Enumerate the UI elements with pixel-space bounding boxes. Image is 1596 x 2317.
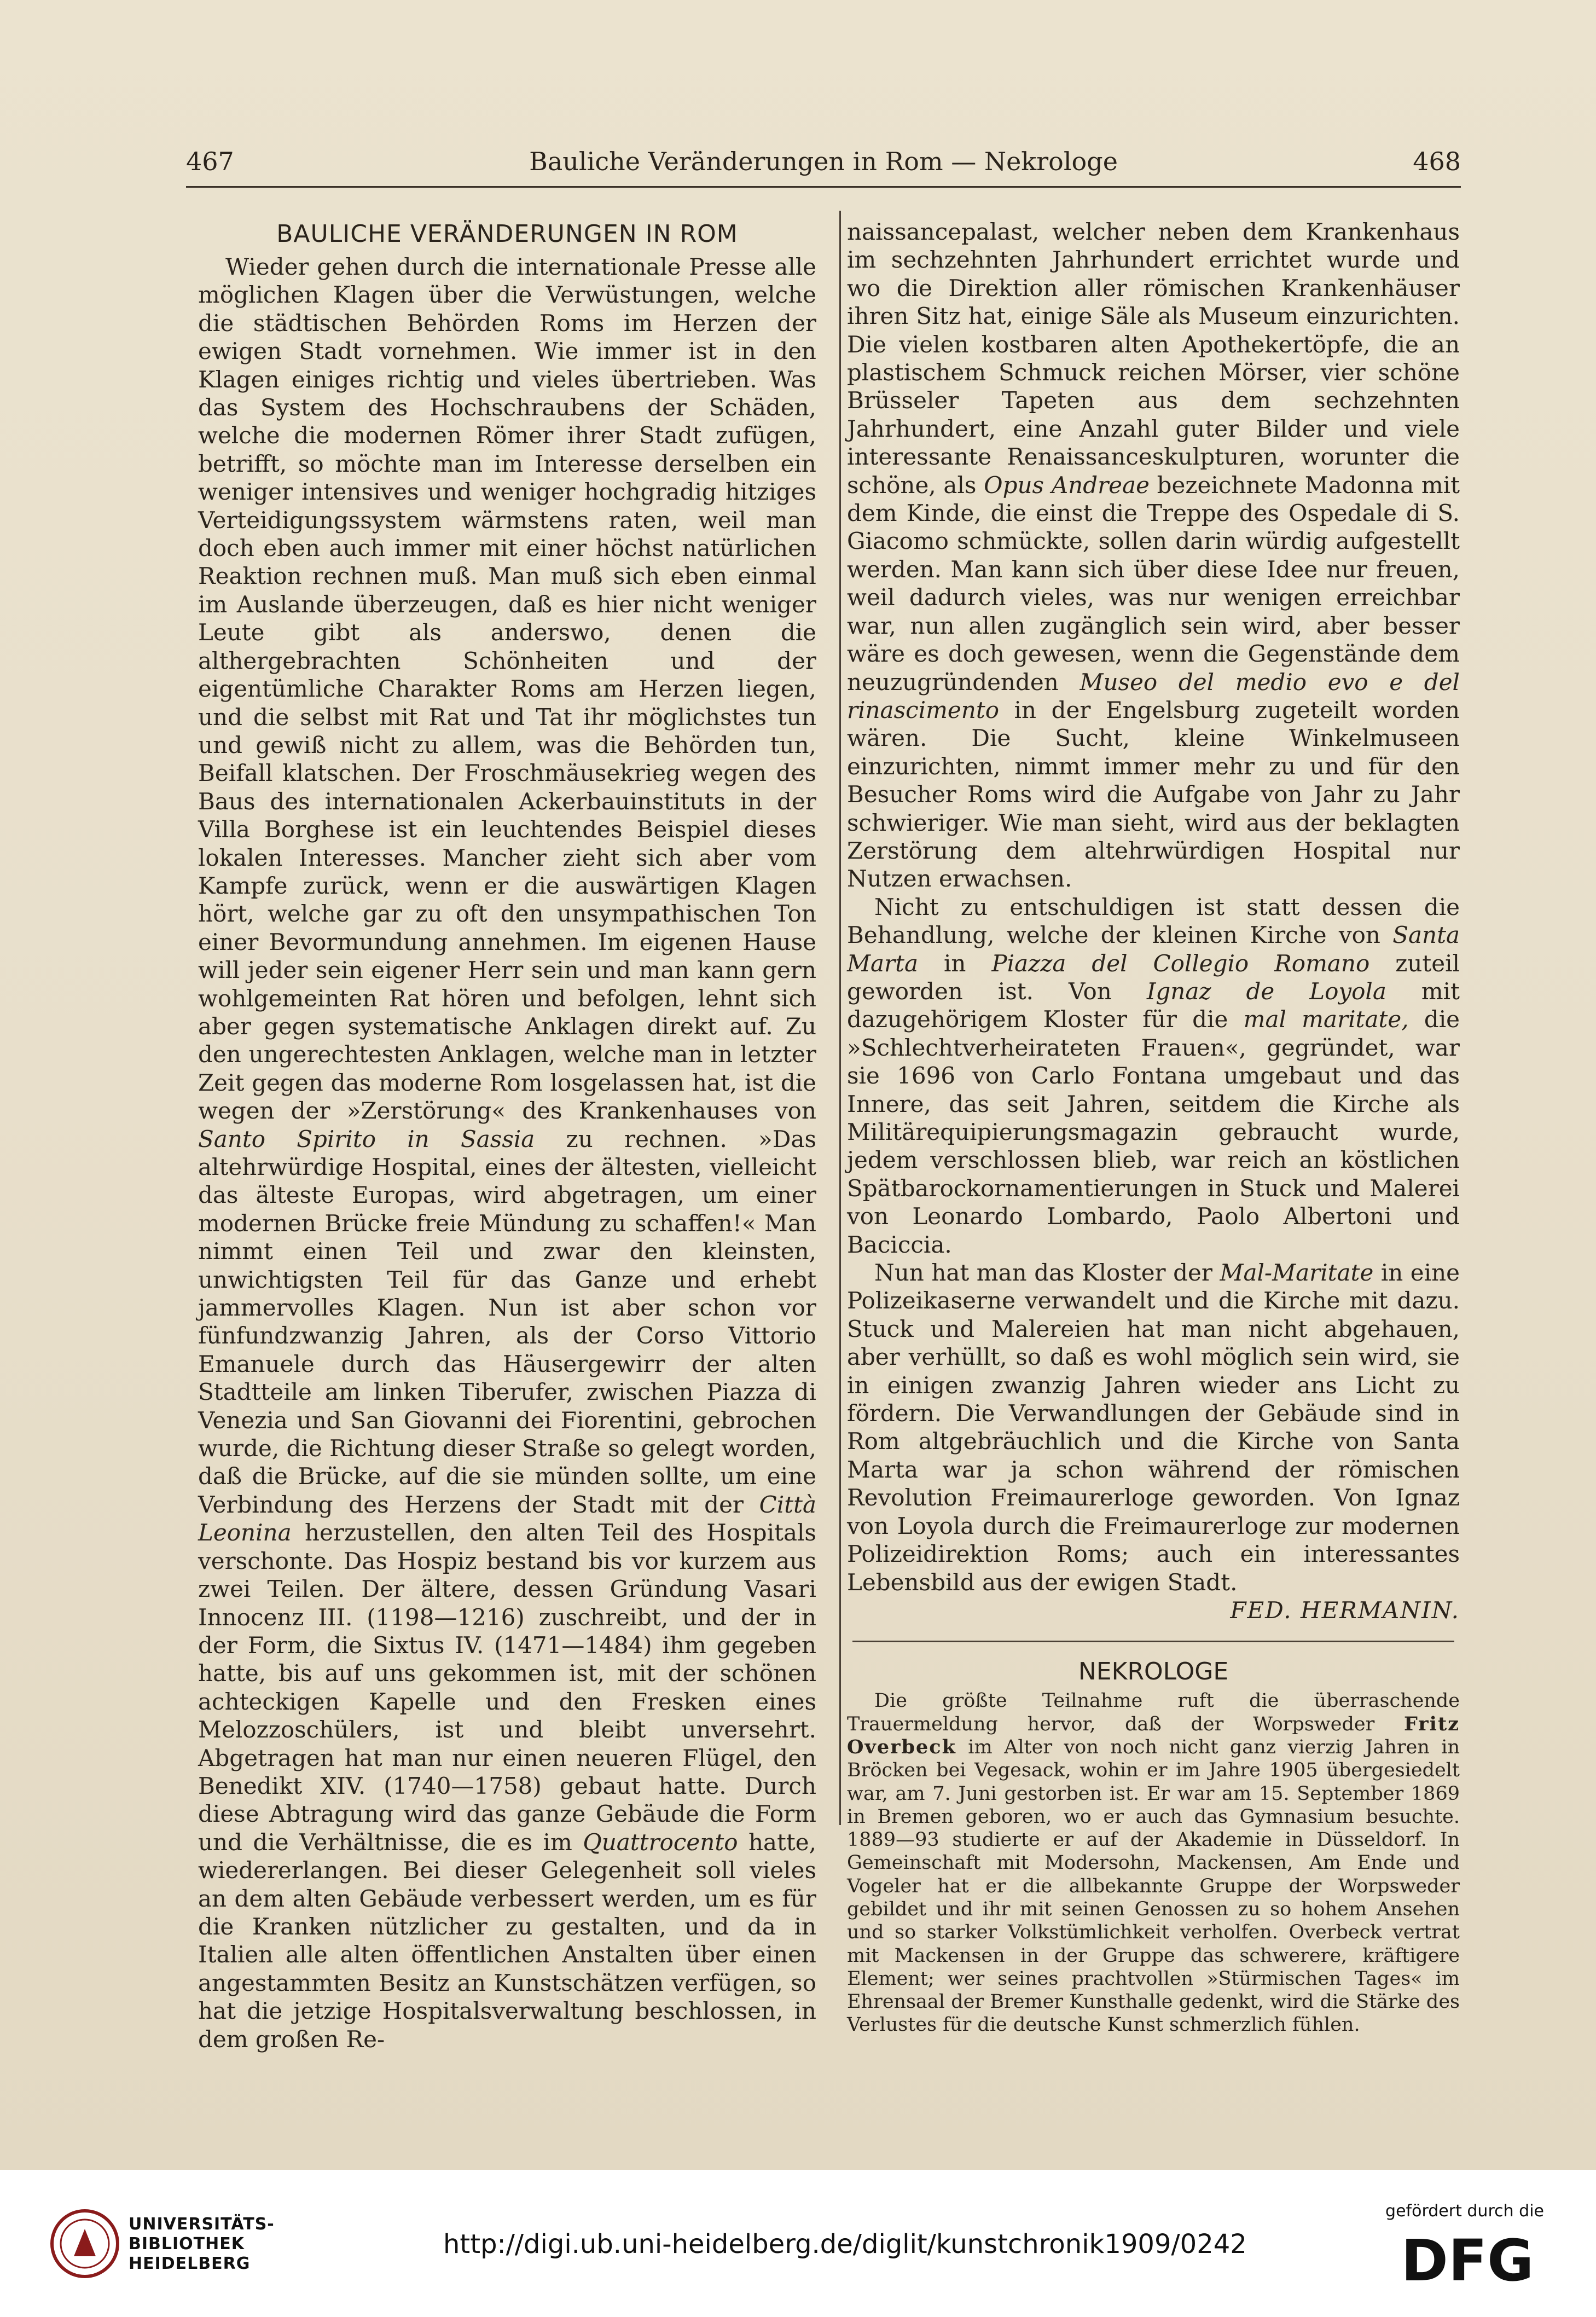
article-paragraph: Wieder gehen durch die internationale Presse alle möglichen Klagen über die Verwüstungen, welche die städtischen Behörden Roms im Herzen der ewigen Stadt vornehmen. Wie immer ist in den Klagen einiges richtig und vieles übertrieben. Was das System des Hochschraubens der Schäden, welche die modernen Römer ihrer Stadt zufügen, betrifft, so möchte man im Interesse derselben ein weniger intensives und weniger hochgradig hitziges Verteidigungssystem wärmstens raten, weil man doch eben auch immer mit einer höchst natürlichen Reaktion rechnen muß. Man muß sich eben einmal im Auslande überzeugen, daß es hier nicht weniger Leute gibt als anderswo, denen die althergebrachten Schönheiten und der eigentümliche Charakter Roms am Herzen liegen, und die selbst mit Rat und Tat ihr möglichstes tun und gewiß nicht zu allem, was die Behörden tun, Beifall klatschen. Der Froschmäusekrieg wegen des Baus des internationalen Ackerbauinstituts in der Villa Borghese ist ein leuchtendes Beispiel dieses lokalen Interesses. Mancher zieht sich aber vom Kampfe zurück, wenn er die auswärtigen Klagen hört, welche gar zu oft den unsympathischen Ton einer Bevormundung annehmen. Im eigenen Hause will jeder sein eigener Herr sein und man kann gern wohlgemeinten Rat hören und befolgen, lehnt sich aber gegen systematische Anklagen direkt auf. Zu den ungerechtesten Anklagen, welche man in letzter Zeit gegen das moderne Rom losgelassen hat, ist die wegen der »Zerstörung« des Krankenhauses von Santo Spirito in Sassia zu rechnen. »Das altehrwürdige Hospital, eines der ältesten, vielleicht das älteste Europas, wird abgetragen, um einer modernen Brücke freie Mündung zu schaffen!« Man nimmt einen Teil und zwar den kleinsten, unwichtigsten Teil für das Ganze und erhebt jammervolles Klagen. Nun ist aber schon vor fünfundzwanzig Jahren, als der Corso Vittorio Emanuele durch das Häusergewirr der alten Stadtteile am linken Tiberufer, zwischen Piazza di Venezia und San Giovanni dei Fiorentini, gebrochen wurde, die Richtung dieser Straße so gelegt worden, daß die Brücke, auf die sie münden sollte, um eine Verbindung des Herzens der Stadt mit der Città Leonina herzustellen, den alten Teil des Hospitals verschonte. Das Hospiz bestand bis vor kurzem aus zwei Teilen. Der ältere, dessen Gründung Vasari Innocenz III. (1198—1216) zuschreibt, und der in der Form, die Sixtus IV. (1471—1484) ihm gegeben hatte, bis auf uns gekommen ist, mit der schönen achteckigen Kapelle und den Fresken eines Melozzoschülers, ist und bleibt unversehrt. Abgetragen hat man nur einen neueren Flügel, den Benedikt XIV. (1740—1758) gebaut hatte. Durch diese Abtragung wird das ganze Gebäude die Form und die Verhältnisse, die es im Quattrocento hatte, wiedererlangen. Bei dieser Gelegenheit soll vieles an dem alten Gebäude verbessert werden, um es für die Kranken nützlicher zu gestalten, und da in Italien alle alten öffentlichen Anstalten über einen angestammten Besitz an Kunstschätzen verfügen, so hat die jetzige Hospitalsverwaltung beschlossen, in dem großen Re- <box>198 253 816 2053</box>
digitization-footer <box>0 2170 1596 2317</box>
dfg-logo-text: DFG <box>1401 2230 1534 2290</box>
running-title: Bauliche Veränderungen in Rom — Nekrologe <box>529 147 1118 176</box>
page-number-left: 467 <box>186 147 234 176</box>
left-column <box>198 219 816 2053</box>
article-paragraph-santa-marta: Nicht zu entschuldigen ist statt dessen die Behandlung, welche der kleinen Kirche von Santa Marta in Piazza del Collegio Romano zuteil geworden ist. Von Ignaz de Loyola mit dazugehörigem Kloster für die mal maritate, die »Schlechtverheirateten Frauen«, gegründet, war sie 1696 von Carlo Fontana umgebaut und das Innere, das seit Jahren, seitdem die Kirche als Militärequipierungsmagazin gebraucht wurde, jedem verschlossen blieb, war reich an köstlichen Spätbarockornamentierungen in Stuck und Malerei von Leonardo Lombardo, Paolo Albertoni und Baciccia. <box>847 893 1460 1258</box>
university-seal-icon <box>49 2208 120 2279</box>
column-divider <box>839 211 841 1825</box>
running-header <box>186 142 1461 186</box>
article-paragraph-continued: naissancepalast, welcher neben dem Krankenhaus im sechzehnten Jahrhundert errichtet wurde und wo die Direktion aller römischen Krankenhäuser ihren Sitz hat, einige Säle als Museum einzurichten. Die vielen kostbaren alten Apothekertöpfe, die an plastischem Schmuck reichen Mörser, vier schöne Brüsseler Tapeten aus dem sechzehnten Jahrhundert, eine Anzahl guter Bilder und viele interessante Renaissanceskulpturen, worunter die schöne, als Opus Andreae bezeichnete Madonna mit dem Kinde, die einst die Treppe des Ospedale di S. Giacomo schmückte, sollen darin würdig aufgestellt werden. Man kann sich über diese Idee nur freuen, weil dadurch vieles, was nur wenigen erreichbar war, nun allen zugänglich sein wird, aber besser wäre es doch gewesen, wenn die Gegenstände dem neuzugründenden Museo del medio evo e del rinascimento in der Engelsburg zugeteilt worden wären. Die Sucht, kleine Winkelmuseen einzurichten, nimmt immer mehr zu und für den Besucher Roms wird die Aufgabe von Jahr zu Jahr schwieriger. Wie man sieht, wird aus der beklagten Zerstörung dem altehrwürdigen Hospital nur Nutzen erwachsen. <box>847 218 1460 893</box>
obituary-name: Fritz Overbeck <box>847 1712 1460 1758</box>
nekrologe-body <box>847 1689 1460 2036</box>
header-rule <box>186 186 1461 188</box>
library-name: UNIVERSITÄTS- BIBLIOTHEK HEIDELBERG <box>129 2215 275 2273</box>
section-divider <box>852 1641 1454 1642</box>
page-number-right: 468 <box>1413 147 1461 176</box>
section-title-nekrologe: NEKROLOGE <box>1078 1658 1229 1686</box>
signature-line <box>847 1596 1460 1624</box>
right-column <box>847 218 1460 2037</box>
article-paragraph-mal-maritate: Nun hat man das Kloster der Mal-Maritate in eine Polizeikaserne verwandelt und die Kirche mit dazu. Stuck und Malereien hat man nicht abgehauen, aber verhüllt, so daß es wohl möglich sein wird, sie in einigen zwanzig Jahren wieder ans Licht zu fördern. Die Verwandlungen der Gebäude sind in Rom altgebräuchlich und die Kirche von Santa Marta war ja schon während der römischen Revolution Freimaurerloge geworden. Von Ignaz von Loyola durch die Freimaurerloge zur modernen Polizeidirektion Roms; auch ein interessantes Lebensbild aus der ewigen Stadt. <box>847 1259 1460 1596</box>
source-url-link[interactable]: http://digi.ub.uni-heidelberg.de/diglit/kunstchronik1909/0242 <box>443 2229 1247 2260</box>
section-title-bauliche: BAULICHE VERÄNDERUNGEN IN ROM <box>276 220 738 248</box>
sponsor-caption: gefördert durch die <box>1385 2202 1544 2221</box>
obituary-paragraph: Die größte Teilnahme ruft die überraschende Trauermeldung hervor, daß der Worpsweder Fritz Overbeck im Alter von noch nicht ganz vierzig Jahren in Bröcken bei Vegesack, wohin er im Jahre 1905 übergesiedelt war, am 7. Juni gestorben ist. Er war am 15. September 1869 in Bremen geboren, wo er auch das Gymnasium besuchte. 1889—93 studierte er auf der Akademie in Düsseldorf. In Gemeinschaft mit Modersohn, Mackensen, Am Ende und Vogeler hat er die allbekannte Gruppe der Worpsweder gebildet und ihr mit seinen Genossen zu so hohem Ansehen und so starker Volkstümlichkeit verholfen. Overbeck vertrat mit Mackensen in der Gruppe das schwerere, kräftigere Element; wer seines prachtvollen »Stürmischen Tages« im Ehrensaal der Bremer Kunsthalle gedenkt, wird die Stärke des Verlustes für die deutsche Kunst schmerzlich fühlen. <box>847 1690 1460 2036</box>
dfg-logo-icon <box>1391 2230 1544 2290</box>
author-signature: FED. HERMANIN. <box>1230 1596 1460 1624</box>
